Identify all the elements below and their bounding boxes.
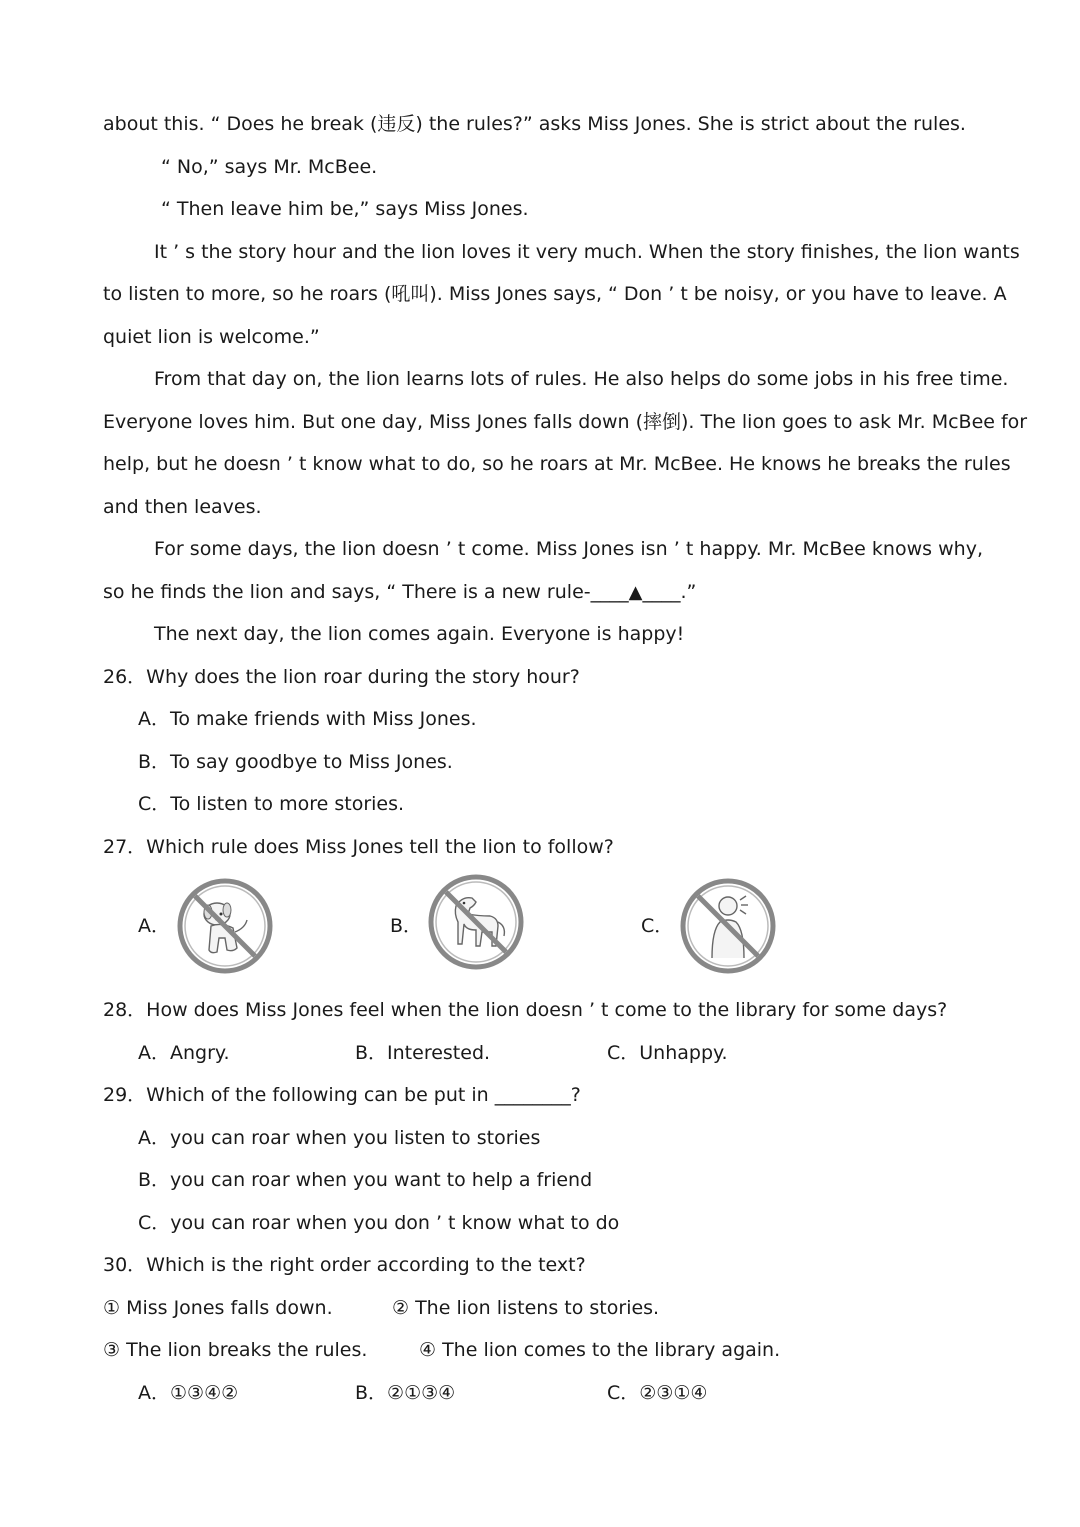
question-28-options [103, 1032, 983, 1075]
question-30-events-row-1 [103, 1287, 983, 1330]
passage-line: Everyone loves him. But one day, Miss Jones falls down (摔倒). The lion goes to ask Mr. McBee for [103, 410, 1028, 433]
question-26-option-b[interactable]: B．To say goodbye to Miss Jones. [138, 750, 453, 773]
question-30-option-b[interactable]: B．②①③④ [355, 1381, 456, 1404]
passage-line: For some days, the lion doesn ’ t come. Miss Jones isn ’ t happy. Mr. McBee knows why, [154, 538, 983, 560]
question-26-option-c[interactable]: C．To listen to more stories. [138, 793, 405, 815]
no-dogs-icon [175, 876, 275, 976]
question-26-option-a[interactable]: A．To make friends with Miss Jones. [138, 708, 477, 730]
question-27-stem: 27．Which rule does Miss Jones tell the lion to follow? [103, 835, 614, 858]
event-4: ④ The lion comes to the library again. [419, 1339, 781, 1361]
passage-line: and then leaves. [103, 495, 262, 518]
event-2: ② The lion listens to stories. [392, 1296, 660, 1319]
passage-line: about this. “ Does he break (违反) the rules?” asks Miss Jones. She is strict about the rules. [103, 113, 966, 135]
question-29-option-a[interactable]: A．you can roar when you listen to stories [138, 1126, 541, 1149]
passage-line: help, but he doesn ’ t know what to do, so he roars at Mr. McBee. He knows he breaks the rules [103, 453, 1011, 475]
question-27-option-b[interactable]: B． [390, 915, 423, 937]
question-30-stem: 30．Which is the right order according to the text? [103, 1254, 586, 1276]
question-27-option-c[interactable]: C． [641, 915, 674, 937]
passage-text: so he finds the lion and says, “ There is a new rule-____ [103, 580, 629, 603]
question-28-option-c[interactable]: C．Unhappy. [607, 1041, 728, 1064]
blank-triangle-mark: ▲ [628, 581, 643, 603]
question-29-stem: 29．Which of the following can be put in ________? [103, 1084, 581, 1106]
passage-line: to listen to more, so he roars (吼叫). Miss Jones says, “ Don ’ t be noisy, or you have to leave. A [103, 283, 1007, 305]
question-29-option-b[interactable]: B．you can roar when you want to help a friend [138, 1169, 593, 1191]
exam-page [103, 103, 1028, 1414]
question-30-options [103, 1372, 983, 1415]
passage-text: ____.” [642, 580, 697, 603]
passage-line: It ’ s the story hour and the lion loves it very much. When the story finishes, the lion wants [154, 240, 1020, 263]
event-3: ③ The lion breaks the rules. [103, 1339, 368, 1361]
passage-line: “ Then leave him be,” says Miss Jones. [161, 198, 529, 220]
question-30-option-c[interactable]: C．②③①④ [607, 1381, 708, 1404]
question-29-option-c[interactable]: C．you can roar when you don ’ t know what to do [138, 1211, 620, 1234]
question-30-events-row-2 [103, 1329, 983, 1372]
no-horses-icon [426, 872, 526, 972]
question-27-options [103, 876, 983, 989]
question-26-stem: 26．Why does the lion roar during the story hour? [103, 665, 580, 688]
question-28-stem: 28．How does Miss Jones feel when the lion doesn ’ t come to the library for some days? [103, 999, 948, 1021]
passage-line-blank [103, 571, 983, 614]
question-28-option-a[interactable]: A．Angry. [138, 1041, 230, 1064]
question-30-option-a[interactable]: A．①③④② [138, 1381, 239, 1404]
question-28-option-b[interactable]: B．Interested. [355, 1041, 491, 1064]
question-27-option-a[interactable]: A． [138, 915, 170, 937]
passage-line: quiet lion is welcome.” [103, 325, 320, 348]
no-shouting-icon [678, 876, 778, 976]
event-1: ① Miss Jones falls down. [103, 1296, 333, 1319]
passage-line: From that day on, the lion learns lots of rules. He also helps do some jobs in his free time. [154, 368, 1009, 390]
passage-line: “ No,” says Mr. McBee. [161, 155, 378, 178]
passage-line: The next day, the lion comes again. Everyone is happy! [154, 623, 685, 645]
